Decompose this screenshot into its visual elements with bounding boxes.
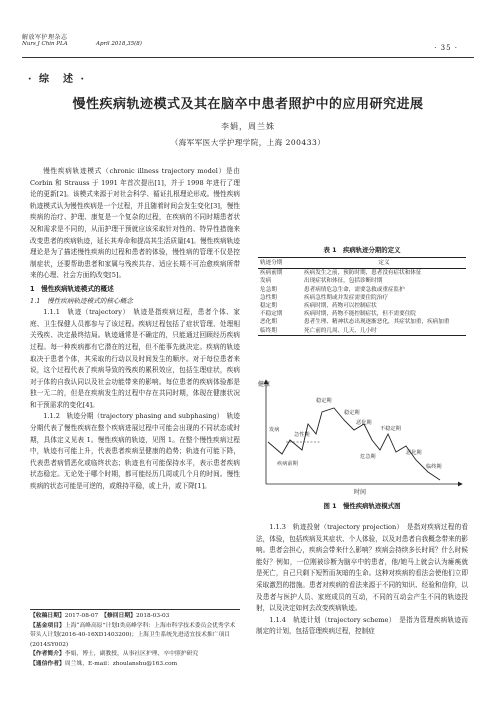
- table-header-phase: 轨迹分期: [258, 258, 302, 269]
- paragraph-1-1-1: 1.1.1 轨迹（trajectory） 轨迹是指疾病过程，患者个体、家庭、卫生保健人员都参与了该过程。疾病过程包括了症状管理、处理相关残疾、决定最终结局。轨迹通常是不确定的，只能通过回顾经历疾病过程。每一种疾病都有它潜在的过程，但不能事先就决定。疾病的轨迹取决于患者个体，其采取的行动以及时间发生的顺序。对于每位患者来说，这个过程代表了疾病导致的残疾的累积效应，包括生理症状，疾病对于体的自我认同以及社会功能带来的影响。每位患者的疾病体验都是独一无二的，但是在疾病发生的过程中存在共同时期，体现在健康状况和干预需求的变化[4]。: [30, 308, 240, 409]
- journal-name-en: Nurs J Chin PLA: [22, 41, 68, 47]
- phase-label-onset: 发病: [269, 427, 280, 433]
- phase-label-pre: 疾病前期: [277, 461, 298, 467]
- table-cell: 疾病前期: [260, 270, 283, 277]
- table-cell: 临终期: [258, 327, 302, 336]
- footnote-author: [30, 650, 240, 660]
- fund-text: 上海“高峰高原”计划Ⅰ类高峰学科：上海市科学技术委员会优秀学术带头人计划(2016-40-16XD1403200)；上海卫生系统先进适宜技术推广项目(2014SY002): [30, 622, 236, 648]
- trajectory-phase-table: [258, 257, 466, 336]
- received-label: 【收稿日期】: [30, 613, 65, 619]
- phase-label: 不稳定期: [380, 426, 401, 432]
- table-row: [258, 310, 466, 318]
- table-cell: 急性期: [260, 294, 277, 301]
- article-affiliation: （海军军医大学护理学院，上海 200433）: [170, 138, 326, 147]
- table-row: [258, 294, 466, 302]
- corr-text: 周兰姝，E-mail：zhoulanshu@163.com: [64, 660, 178, 667]
- table-cell: 发病: [260, 278, 272, 285]
- heading-section-1: 1 慢性疾病轨迹模式的概述: [30, 284, 114, 293]
- article-title: 慢性疾病轨迹模式及其在脑卒中患者照护中的应用研究进展: [72, 97, 424, 112]
- phase-label: 恶化期: [406, 450, 422, 456]
- table-cell: 不稳定期: [260, 311, 283, 318]
- author-text: 李娟，博士，副教授，从事社区护理、卒中照护研究: [64, 651, 199, 658]
- footnote-divider: [30, 609, 240, 610]
- table-row: [258, 327, 466, 336]
- footnote-block: [30, 612, 240, 670]
- journal-date: April 2018,35(8): [96, 41, 142, 47]
- trajectory-line: [268, 408, 440, 480]
- table-cell: 疾病发生之前，预防时期，患者没有症状和体征: [304, 270, 422, 277]
- corr-label: 【通信作者】: [30, 660, 65, 667]
- phase-label: 急性期: [294, 432, 310, 438]
- header-divider: [22, 57, 474, 58]
- table-cell: 恶化期: [260, 319, 277, 326]
- phase-label: 稳定期: [344, 410, 360, 416]
- paragraph-1-1-2: 1.1.2 轨迹分期（trajectory phasing and subphasing） 轨迹分期代表了慢性疾病在整个疾病进展过程中可能会出现的不同状态或时期，具体定义见表 1。慢性疾病的轨迹，见图 1。在整个慢性疾病过程中，轨迹有可能上升，代表患者疾病呈健康的趋势；轨迹有可能下降，代表患者病情恶化或临终状态；轨迹也有可能保持水平，表示患者疾病状态稳定。无论处于哪个时期，都可能经历几周或几个月的时间。慢性疾病的状态可能是可逆的，或维持平稳，或上升，或下降[1]。: [30, 412, 240, 491]
- table-cell: 稳定期: [260, 303, 277, 310]
- table-cell: 疾病时期，药物可以控制症状: [304, 303, 377, 310]
- revised-label: 【修回日期】: [104, 613, 136, 619]
- received-date: 2017-08-07: [64, 613, 99, 619]
- phase-label: 临终期: [426, 464, 442, 470]
- page-number: · 35 ·: [434, 44, 458, 52]
- table-cell: 疾病急性期或并发症需要住院治疗: [304, 294, 388, 301]
- table-row: [258, 286, 466, 294]
- trajectory-figure: [256, 372, 468, 498]
- table-cell: 出现症状和体征，包括诊断时期: [304, 278, 383, 285]
- article-authors: 李娟，周兰姝: [221, 122, 275, 131]
- intro-paragraph: 慢性疾病轨迹模式（chronic illness trajectory model）是由 Corbin 和 Strauss 于 1991 年首次提出[1]，并于 1998 年进行了理论的更新[2]。该模式来源于对社会科学、循证扎根理论形成。慢性疾病轨迹模式认为慢性疾病是一个过程，并且随着时间会发生变化[3]，慢性疾病的治疗、护理、康复是一个复杂的过程，在疾病的不同时期患者状况和需求是不同的，从而护理干预就应该采取针对性的、特异性措施来改变患者的疾病轨迹，延长其寿命和提高其生活质量[4]。慢性疾病轨迹理论是为了描述慢性疾病的过程和患者的体验，慢性病的管理不仅是控制症状，还要帮助患者和家属与残疾共存、适应长期不可治愈疾病所带来的心理、社会方面的改变[5]。: [30, 167, 240, 280]
- phase-label: 稳定期: [316, 398, 332, 404]
- table-cell: 患者病情危急生命，需要急救或重症监护: [304, 286, 405, 293]
- table-caption: 表 1 疾病轨迹分期的定义: [323, 246, 401, 254]
- author-label: 【作者简介】: [30, 651, 65, 658]
- figure-caption: 图 1 慢性疾病轨迹模式图: [323, 502, 401, 510]
- footnote-correspondence: [30, 660, 240, 670]
- table-row: [258, 269, 466, 278]
- fund-label: 【基金项目】: [30, 622, 65, 629]
- journal-name-cn: 解放军护理杂志: [22, 34, 68, 41]
- phase-label: 危急期: [360, 454, 376, 460]
- table-cell: 患者生理、精神状态出现逐渐恶化，其症状加重，疾病加重: [304, 319, 450, 326]
- phase-label: 恶化期: [356, 420, 372, 426]
- table-row: [258, 302, 466, 310]
- paragraph-1-1-3: 1.1.3 轨迹投射（trajectory projection） 是指对疾病过程的看法，体验，包括疾病及其症状、个人体验，以及对患者自我概念带来的影响。患者会担心，疾病会带来什么影响？疾病会持续多长时间？什么时候能好？例如，一位刚被诊断为脑卒中的患者，他/她马上就会认为瘫痪就是死亡，自己只剩下短暂而灰暗的生命。这种对疾病的看法会使他们立即采取激烈的措施。患者对疾病的看法来源于不同的知识、经验和信仰，以及患者与医护人员、家庭成员的互动，不同的互动会产生不同的轨迹投射，以及决定如何去改变疾病轨迹。: [256, 523, 468, 613]
- left-column: [30, 166, 240, 493]
- y-axis-label: 健康: [258, 381, 271, 388]
- footnote-fund: [30, 622, 240, 651]
- right-column-bottom: [256, 522, 468, 638]
- revised-date: 2018-03-03: [135, 613, 170, 619]
- heading-section-1-1: 1.1 慢性疾病轨迹模式的核心概念: [30, 296, 133, 305]
- table-cell: 死亡前的几周、几天、几小时: [302, 327, 466, 336]
- x-axis-label: 时间: [354, 489, 367, 496]
- table-cell: 疾病时期，药物不能控制症状，但不需要住院: [304, 311, 416, 318]
- table-row: [258, 318, 466, 326]
- table-header-definition: 定义: [302, 258, 466, 269]
- table-cell: 危急期: [260, 286, 277, 293]
- paragraph-1-1-4: 1.1.4 轨迹计划（trajectory scheme） 是指为管理疾病轨迹而制定的计划，包括管理疾病过程，控制症: [256, 615, 468, 636]
- table-row: [258, 277, 466, 285]
- section-label: · 综 述 ·: [28, 74, 86, 85]
- footnote-dates: [30, 612, 240, 622]
